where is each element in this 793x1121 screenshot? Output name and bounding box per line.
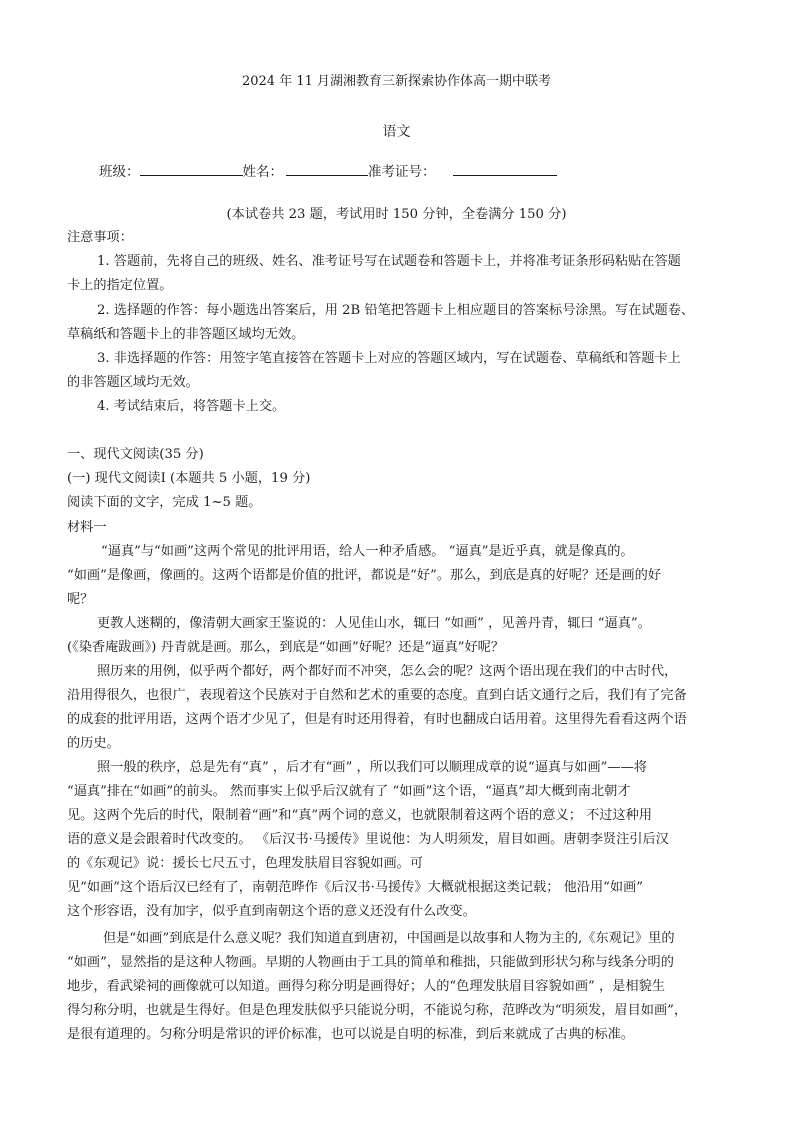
passage-p3-l1: 照历来的用例，似乎两个都好，两个都好而不冲突，怎么会的呢？这两个语出现在我们的中古时代， [97, 664, 678, 679]
passage-p5-l4: 得匀称分明，也就是生得好。但是色理发肤似乎只能说分明，不能说匀称，范晔改为“明须发，眉目如画”， [67, 1003, 688, 1018]
exam-title: 2024 年 11 月湖湘教育三新探索协作体高一期中联考 [241, 74, 552, 89]
subject-title: 语文 [382, 124, 411, 140]
passage-p1-l3: 呢？ [67, 592, 94, 607]
passage-p5-l3: 地步，看武梁祠的画像就可以知道。画得匀称分明是画得好；人的“色理发肤眉目容貌如画” ，是相貌生 [67, 979, 665, 994]
reading-instruction: 阅读下面的文字，完成 1~5 题。 [67, 495, 262, 510]
notice-item-4: 4. 考试结束后，将答题卡上交。 [97, 399, 286, 414]
passage-p3-l2: 沿用得很久，也很广，表现着这个民族对于自然和艺术的重要的态度。直到白话文通行之后，我们有了完备 [67, 688, 687, 703]
passage-p4-l2: “逼真”排在“如画”的前头。 然而事实上似乎后汉就有了 “如画”这个语，“逼真”却大概到南北朝才 [67, 784, 631, 799]
passage-p2-l2: (《染香庵跋画》) 丹青就是画。那么，到底是“如画”好呢？还是“逼真”好呢？ [67, 640, 505, 655]
notice-heading: 注意事项： [67, 230, 133, 245]
passage-p4-l6: 见“如画”这个语后汉已经有了，南朝范晔作《后汉书·马援传》大概就根据这类记载； 他沿用“如画” [67, 880, 644, 895]
class-field[interactable] [140, 162, 243, 176]
passage-p1-l1: “逼真”与“如画”这两个常见的批评用语，给人一种矛盾感。 “逼真”是近乎真，就是像真的。 [101, 544, 634, 559]
name-field[interactable] [286, 162, 368, 176]
material-label: 材料一 [67, 520, 107, 535]
id-label: 准考证号： [368, 164, 436, 180]
class-label: 班级： [99, 164, 140, 180]
exam-info: (本试卷共 23 题，考试用时 150 分钟，全卷满分 150 分) [226, 207, 567, 222]
passage-p4-l5: 的《东观记》说：援长七尺五寸，色理发肤眉目容貌如画。可 [67, 856, 424, 871]
name-label: 姓名： [242, 164, 283, 180]
notice-item-2: 2. 选择题的作答：每小题选出答案后，用 2B 铅笔把答题卡上相应题目的答案标号涂黑。写在试题卷、 [97, 303, 695, 318]
passage-p5-l2: “如画”，显然指的是这种人物画。早期的人物画由于工具的简单和稚拙，只能做到形状匀称与线条分明的 [67, 955, 674, 970]
passage-p5-l5: 是很有道理的。匀称分明是常识的评价标准，也可以说是自明的标准，到后来就成了古典的标准。 [67, 1027, 635, 1042]
notice-item-3: 3. 非选择题的作答：用签字笔直接答在答题卡上对应的答题区域内，写在试题卷、草稿纸和答题卡上 [97, 351, 681, 366]
passage-p5-l1: 但是“如画”到底是什么意义呢？我们知道直到唐初，中国画是以故事和人物为主的,《东观记》里的 [103, 931, 675, 946]
passage-p4-l1: 照一般的秩序，总是先有“真” ，后才有“画” ，所以我们可以顺理成章的说“逼真与如画”——将 [97, 760, 647, 775]
notice-item-1: 1. 答题前，先将自己的班级、姓名、准考证号写在试题卷和答题卡上，并将准考证条形码粘贴在答题 [97, 254, 681, 269]
section-heading: 一、现代文阅读(35 分) [67, 447, 204, 462]
sub-section-heading: (一) 现代文阅读Ⅰ (本题共 5 小题，19 分) [67, 471, 311, 486]
passage-p3-l4: 的历史。 [67, 736, 120, 751]
passage-p4-l3: 见。这两个先后的时代，限制着“画”和“真”两个词的意义，也就限制着这两个语的意义； 不过这种用 [67, 808, 653, 823]
id-field[interactable] [453, 162, 557, 176]
notice-item-2-cont: 草稿纸和答题卡上的非答题区域均无效。 [67, 327, 305, 342]
notice-item-3-cont: 的非答题区域均无效。 [67, 375, 199, 390]
passage-p4-l7: 这个形容语，没有加字，似乎直到南朝这个语的意义还没有什么改变。 [67, 904, 476, 919]
notice-item-1-cont: 卡上的指定位置。 [67, 278, 173, 293]
passage-p2-l1: 更教人迷糊的，像清朝大画家王鉴说的：人见佳山水，辄曰 “如画” ，见善丹青，辄曰 “逼真”。 [97, 616, 651, 631]
passage-p3-l3: 的成套的批评用语，这两个语才少见了，但是有时还用得着，有时也翻成白话用着。这里得先看看这两个语 [67, 712, 687, 727]
student-info-row [99, 162, 557, 181]
passage-p4-l4: 语的意义是会跟着时代改变的。 《后汉书·马援传》里说他：为人明须发，眉目如画。唐朝李贤注引后汉 [67, 832, 669, 847]
passage-p1-l2: “如画”是像画，像画的。这两个语都是价值的批评，都说是“好”。那么，到底是真的好呢？还是画的好 [67, 568, 662, 583]
